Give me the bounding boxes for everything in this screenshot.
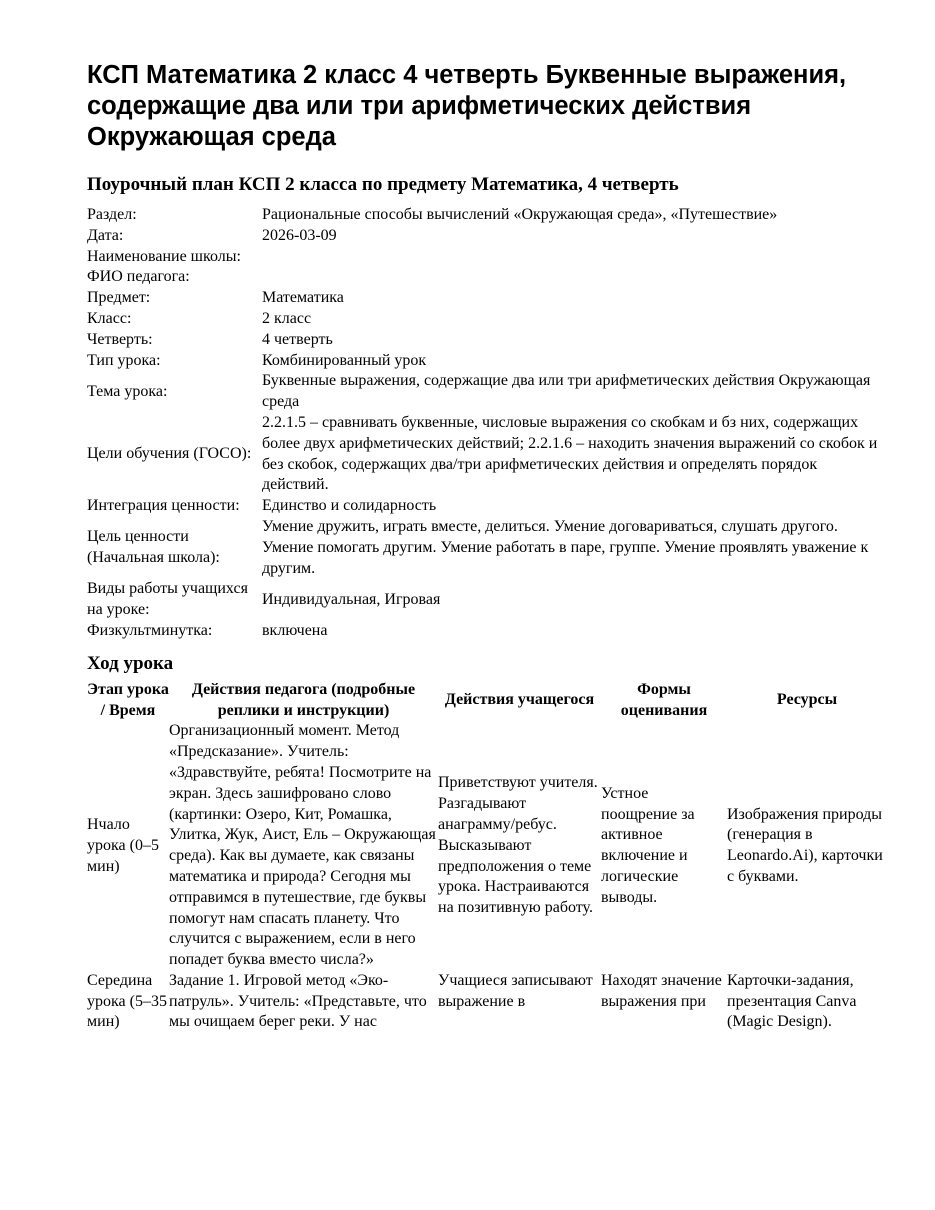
info-value: 2.2.1.5 – сравнивать буквенные, числовые выражения со скобкам и бз них, содержащих более двух арифметических действий; 2.2.1.6 – находить значения выражений со скобок и без скобок, содержащих два/три арифметических действия и определять порядок действий. bbox=[262, 413, 878, 494]
header-teacher: Действия педагога (подробные реплики и инструкции) bbox=[191, 680, 416, 719]
info-value: 4 четверть bbox=[262, 330, 333, 348]
lesson-header-row bbox=[87, 680, 887, 722]
info-label: Раздел: bbox=[87, 206, 137, 223]
header-stage: Этап урока / Время bbox=[87, 680, 169, 719]
info-value: Рациональные способы вычислений «Окружающая среда», «Путешествие» bbox=[262, 206, 778, 223]
header-assessment: Формы оценивания bbox=[620, 680, 708, 719]
info-row bbox=[87, 205, 887, 226]
info-label: Цель ценности (Начальная школа): bbox=[87, 528, 220, 567]
info-value: включена bbox=[262, 621, 328, 639]
info-row bbox=[87, 288, 887, 309]
info-label: ФИО педагога: bbox=[87, 268, 190, 286]
info-value: Единство и солидарность bbox=[262, 497, 437, 515]
stage-cell: Нчало урока (0–5 мин) bbox=[87, 815, 159, 875]
resources-cell: Карточки-задания, презентация Canva (Magic Design). bbox=[727, 971, 857, 1031]
info-row bbox=[87, 621, 887, 642]
info-value bbox=[262, 247, 887, 268]
info-label: Класс: bbox=[87, 309, 132, 327]
info-row bbox=[87, 267, 887, 288]
info-label: Тип урока: bbox=[87, 351, 161, 369]
header-student: Действия учащегося bbox=[444, 691, 595, 709]
table-row bbox=[87, 721, 887, 971]
info-row bbox=[87, 579, 887, 621]
info-value: Математика bbox=[262, 289, 344, 307]
lesson-heading: Ход урока bbox=[87, 652, 174, 674]
info-value: Индивидуальная, Игровая bbox=[262, 590, 441, 608]
student-cell: Приветствуют учителя. Разгадывают анаграмму/ребус. Высказывают предположения о теме урока. Настраиваются на позитивную работу. bbox=[438, 774, 598, 917]
info-row bbox=[87, 413, 887, 496]
resources-cell: Изображения природы (генерация в Leonardo.Ai), карточки с буквами. bbox=[727, 805, 883, 885]
info-label: Физкультминутка: bbox=[87, 621, 213, 639]
info-value: 2026-03-09 bbox=[262, 226, 337, 244]
plan-subtitle: Поурочный план КСП 2 класса по предмету Математика, 4 четверть bbox=[87, 174, 679, 195]
info-row bbox=[87, 330, 887, 351]
info-label: Дата: bbox=[87, 226, 124, 244]
info-label: Цели обучения (ГОСО): bbox=[87, 445, 252, 463]
info-row bbox=[87, 371, 887, 413]
info-row bbox=[87, 309, 887, 330]
teacher-cell: Задание 1. Игровой метод «Эко-патруль». Учитель: «Представьте, что мы очищаем берег реки. У нас bbox=[169, 971, 427, 1031]
info-label: Интеграция ценности: bbox=[87, 497, 240, 515]
info-row bbox=[87, 517, 887, 579]
table-row bbox=[87, 971, 887, 1033]
info-row bbox=[87, 226, 887, 247]
assessment-cell: Находят значение выражения при bbox=[601, 971, 722, 1010]
teacher-cell: Организационный момент. Метод «Предсказание». Учитель: «Здравствуйте, ребята! Посмотрите на экран. Здесь зашифровано слово (картинки: Озеро, Кит, Ромашка, Улитка, Жук, Аист, Ель – Окружающая среда). Как вы думаете, как связаны математика и природа? Сегодня мы отправимся в путешествие, где буквы помогут нам спасать планету. Что случится с выражением, если в него попадет буква вместо числа?» bbox=[169, 722, 436, 969]
document-page bbox=[87, 60, 887, 1033]
info-value: Комбинированный урок bbox=[262, 351, 427, 369]
info-value: Умение дружить, играть вместе, делиться. Умение договариваться, слушать другого. Умение помогать другим. Умение работать в паре, группе. Умение проявлять уважение к другим. bbox=[262, 517, 869, 577]
info-label: Тема урока: bbox=[87, 382, 168, 400]
header-resources: Ресурсы bbox=[776, 691, 838, 709]
info-row bbox=[87, 351, 887, 372]
lesson-flow-table bbox=[87, 680, 887, 1034]
info-value bbox=[262, 267, 887, 288]
info-label: Четверть: bbox=[87, 330, 153, 348]
page-title: КСП Математика 2 класс 4 четверть Буквенные выражения, содержащие два или три арифметических действия Окружающая среда bbox=[87, 61, 847, 151]
info-label: Наименование школы: bbox=[87, 247, 241, 265]
info-value: 2 класс bbox=[262, 309, 312, 327]
lesson-info-table bbox=[87, 205, 887, 642]
info-value: Буквенные выражения, содержащие два или три арифметических действия Окружающая среда bbox=[262, 372, 871, 411]
info-row bbox=[87, 496, 887, 517]
stage-cell: Середина урока (5–35 мин) bbox=[87, 971, 167, 1031]
student-cell: Учащиеся записывают выражение в bbox=[438, 971, 593, 1010]
info-row bbox=[87, 247, 887, 268]
info-label: Предмет: bbox=[87, 289, 151, 307]
info-label: Виды работы учащихся на уроке: bbox=[87, 580, 248, 619]
assessment-cell: Устное поощрение за активное включение и логические выводы. bbox=[601, 784, 695, 906]
